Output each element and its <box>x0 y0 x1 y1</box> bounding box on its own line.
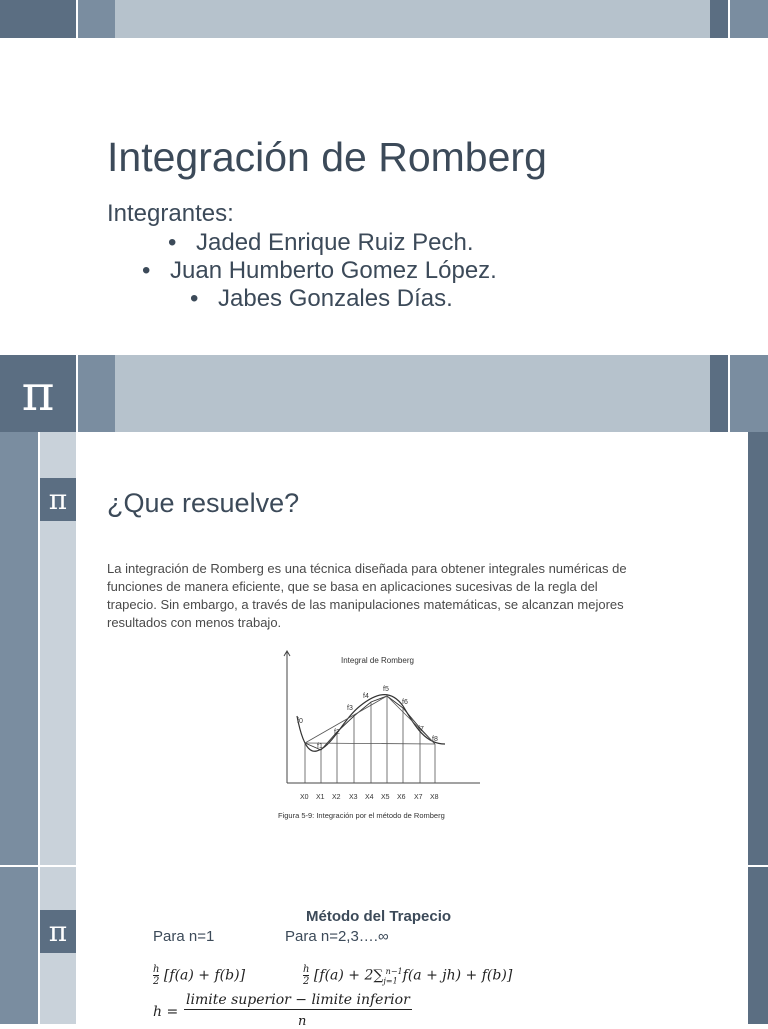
f-label: f5 <box>383 686 389 693</box>
trapezoid-formula-n1: h 2 [f(a) + f(b)] <box>153 964 246 987</box>
band-block-dark-right <box>710 0 728 38</box>
slide-title: Integración de Romberg <box>107 134 547 180</box>
case-n1-label: Para n=1 <box>153 928 215 945</box>
bullet-icon: • <box>168 229 177 256</box>
f-label: f1 <box>317 743 323 750</box>
sidebar-strip-outer <box>0 867 38 1024</box>
figure-caption: Figura 5-9: Integración por el método de Romberg <box>278 811 445 820</box>
right-strip <box>748 432 768 865</box>
f-label: f3 <box>347 705 353 712</box>
top-band <box>0 0 768 38</box>
sidebar-strip-outer <box>0 432 38 865</box>
figure-title: Integral de Romberg <box>341 656 414 665</box>
f-label: f2 <box>334 729 340 736</box>
f-label: f0 <box>297 718 303 725</box>
description-paragraph: La integración de Romberg es una técnica diseñada para obtener integrales numéricas de funciones de manera eficiente, que se basa en aplicaciones sucesivas de la regla del trapecio. Sin embargo, a través de las manipulaciones matemáticas, se alcanzan mejores resultados con menos trabajo. <box>107 561 627 630</box>
x-label: X7 <box>414 794 423 801</box>
band-block-dark-right <box>710 355 728 432</box>
member-item: • Jabes Gonzales Días. <box>190 285 453 312</box>
right-strip <box>748 867 768 1024</box>
f-label: f8 <box>432 736 438 743</box>
pi-small-icon: π <box>48 915 68 948</box>
x-label: X3 <box>349 794 358 801</box>
pi-logo-icon: π <box>21 364 55 422</box>
case-n-label: Para n=2,3….∞ <box>285 928 389 945</box>
band-block-dark <box>0 0 76 38</box>
x-label: X6 <box>397 794 406 801</box>
pi-small-icon: π <box>48 483 68 516</box>
x-label: X5 <box>381 794 390 801</box>
trapezoid-polyline <box>305 696 435 750</box>
f-label: f6 <box>402 699 408 706</box>
romberg-figure <box>275 648 490 828</box>
slide2-header-band <box>0 355 768 432</box>
band-block-mid <box>78 355 115 432</box>
x-label: X1 <box>316 794 325 801</box>
small-logo-block <box>40 478 76 521</box>
x-label: X4 <box>365 794 374 801</box>
x-label: X8 <box>430 794 439 801</box>
chord-line <box>305 696 387 743</box>
member-item: • Jaded Enrique Ruiz Pech. <box>168 229 474 256</box>
section-title: ¿Que resuelve? <box>107 488 300 518</box>
chord-line <box>387 696 435 744</box>
trapezoid-formula-n: h 2 $[f(a) + 2\sum_{j=1}^{n-1}f(a + jh) + f(b)]$ <box>303 964 513 987</box>
x-label: X2 <box>332 794 341 801</box>
h-lhs: h = <box>153 1004 179 1020</box>
h-numerator: limite superior − limite inferior <box>186 992 410 1008</box>
small-logo-block <box>40 910 76 953</box>
f-label: f4 <box>363 693 369 700</box>
bullet-icon: • <box>190 285 199 312</box>
band-block-light <box>115 355 710 432</box>
band-block-light <box>115 0 710 38</box>
logo-block <box>0 355 76 432</box>
f-label: f7 <box>418 726 424 733</box>
integrantes-label: Integrantes: <box>107 200 234 227</box>
bullet-icon: • <box>142 257 151 284</box>
chord-line <box>305 743 435 744</box>
member-item: • Juan Humberto Gomez López. <box>142 257 497 284</box>
band-block-mid <box>78 0 115 38</box>
band-block-mid-right <box>730 355 768 432</box>
method-heading: Método del Trapecio <box>306 908 452 925</box>
x-label: X0 <box>300 794 309 801</box>
h-denominator: n <box>298 1014 307 1029</box>
band-block-mid-right <box>730 0 768 38</box>
